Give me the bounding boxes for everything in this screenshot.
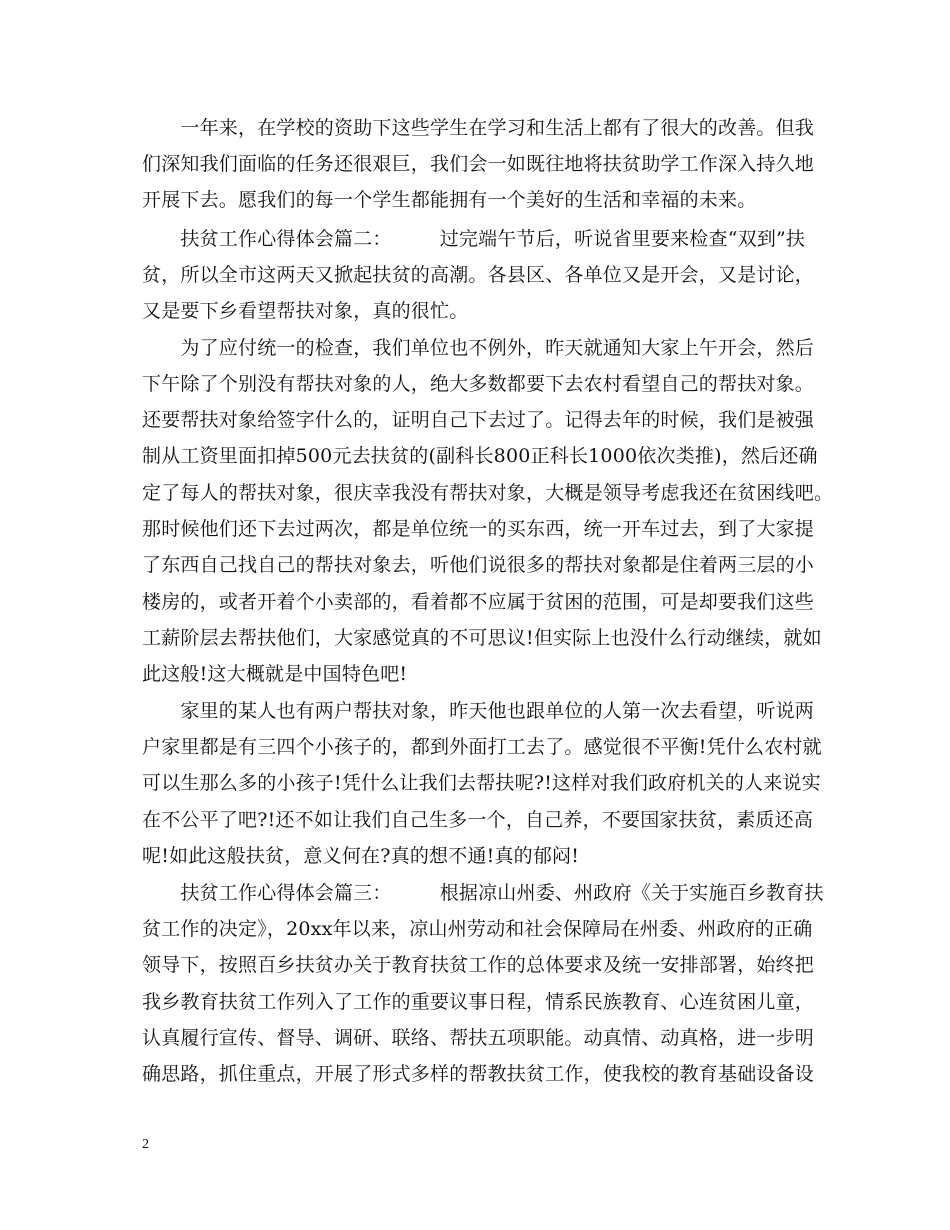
text-line: 工薪阶层去帮扶他们，大家感觉真的不可思议!但实际上也没什么行动继续，就如 bbox=[142, 627, 822, 649]
text-line: 贫工作的决定》，20xx年以来，凉山州劳动和社会保障局在州委、州政府的正确 bbox=[142, 918, 813, 940]
text-line: 呢!如此这般扶贫，意义何在?真的想不通!真的郁闷! bbox=[142, 845, 580, 867]
text-line: 为了应付统一的检查，我们单位也不例外，昨天就通知大家上午开会，然后 bbox=[142, 337, 815, 359]
text-line: 了东西自己找自己的帮扶对象去，听他们说很多的帮扶对象都是住着两三层的小 bbox=[142, 554, 815, 576]
text-line: 我乡教育扶贫工作列入了工作的重要议事日程，情系民族教育、心连贫困儿童， bbox=[142, 991, 815, 1013]
text-line: 们深知我们面临的任务还很艰巨，我们会一如既往地将扶贫助学工作深入持久地 bbox=[142, 153, 815, 175]
text-line: 那时候他们还下去过两次，都是单位统一的买东西，统一开车过去，到了大家提 bbox=[142, 518, 815, 540]
text-line: 可以生那么多的小孩子!凭什么让我们去帮扶呢?!这样对我们政府机关的人来说实 bbox=[142, 772, 821, 794]
text-line: 扶贫工作心得体会篇二： 过完端午节后，听说省里要来检查“双到”扶 bbox=[142, 228, 806, 250]
text-line: 一年来，在学校的资助下这些学生在学习和生活上都有了很大的改善。但我 bbox=[142, 117, 815, 139]
page-number: 2 bbox=[142, 1137, 149, 1152]
text-line: 开展下去。愿我们的每一个学生都能拥有一个美好的生活和幸福的未来。 bbox=[142, 189, 757, 211]
text-line: 此这般!这大概就是中国特色吧! bbox=[142, 663, 408, 685]
text-line: 户家里都是有三四个小孩子的，都到外面打工去了。感觉很不平衡!凭什么农村就 bbox=[142, 736, 822, 758]
text-line: 贫，所以全市这两天又掀起扶贫的高潮。各县区、各单位又是开会，又是讨论， bbox=[142, 264, 815, 286]
text-line: 还要帮扶对象给签字什么的，证明自己下去过了。记得去年的时候，我们是被强 bbox=[142, 409, 815, 431]
text-line: 家里的某人也有两户帮扶对象，昨天他也跟单位的人第一次去看望，听说两 bbox=[142, 700, 815, 722]
text-line: 又是要下乡看望帮扶对象，真的很忙。 bbox=[142, 300, 469, 322]
text-line: 定了每人的帮扶对象，很庆幸我没有帮扶对象，大概是领导考虑我还在贫困线吧。 bbox=[142, 482, 834, 504]
text-line: 制从工资里面扣掉500元去扶贫的(副科长800正科长1000依次类推)，然后还确 bbox=[142, 445, 818, 467]
text-line: 在不公平了吧?!还不如让我们自己生多一个，自己养，不要国家扶贫，素质还高 bbox=[142, 809, 814, 831]
text-line: 下午除了个别没有帮扶对象的人，绝大多数都要下去农村看望自己的帮扶对象。 bbox=[142, 373, 815, 395]
text-line: 确思路，抓住重点，开展了形式多样的帮教扶贫工作，使我校的教育基础设备设 bbox=[142, 1063, 815, 1085]
text-line: 认真履行宣传、督导、调研、联络、帮扶五项职能。动真情、动真格，进一步明 bbox=[142, 1027, 815, 1049]
text-line: 领导下，按照百乡扶贫办关于教育扶贫工作的总体要求及统一安排部署，始终把 bbox=[142, 954, 815, 976]
text-line: 楼房的，或者开着个小卖部的，看着都不应属于贫困的范围，可是却要我们这些 bbox=[142, 591, 815, 613]
text-line: 扶贫工作心得体会篇三： 根据凉山州委、州政府《关于实施百乡教育扶 bbox=[142, 882, 824, 904]
